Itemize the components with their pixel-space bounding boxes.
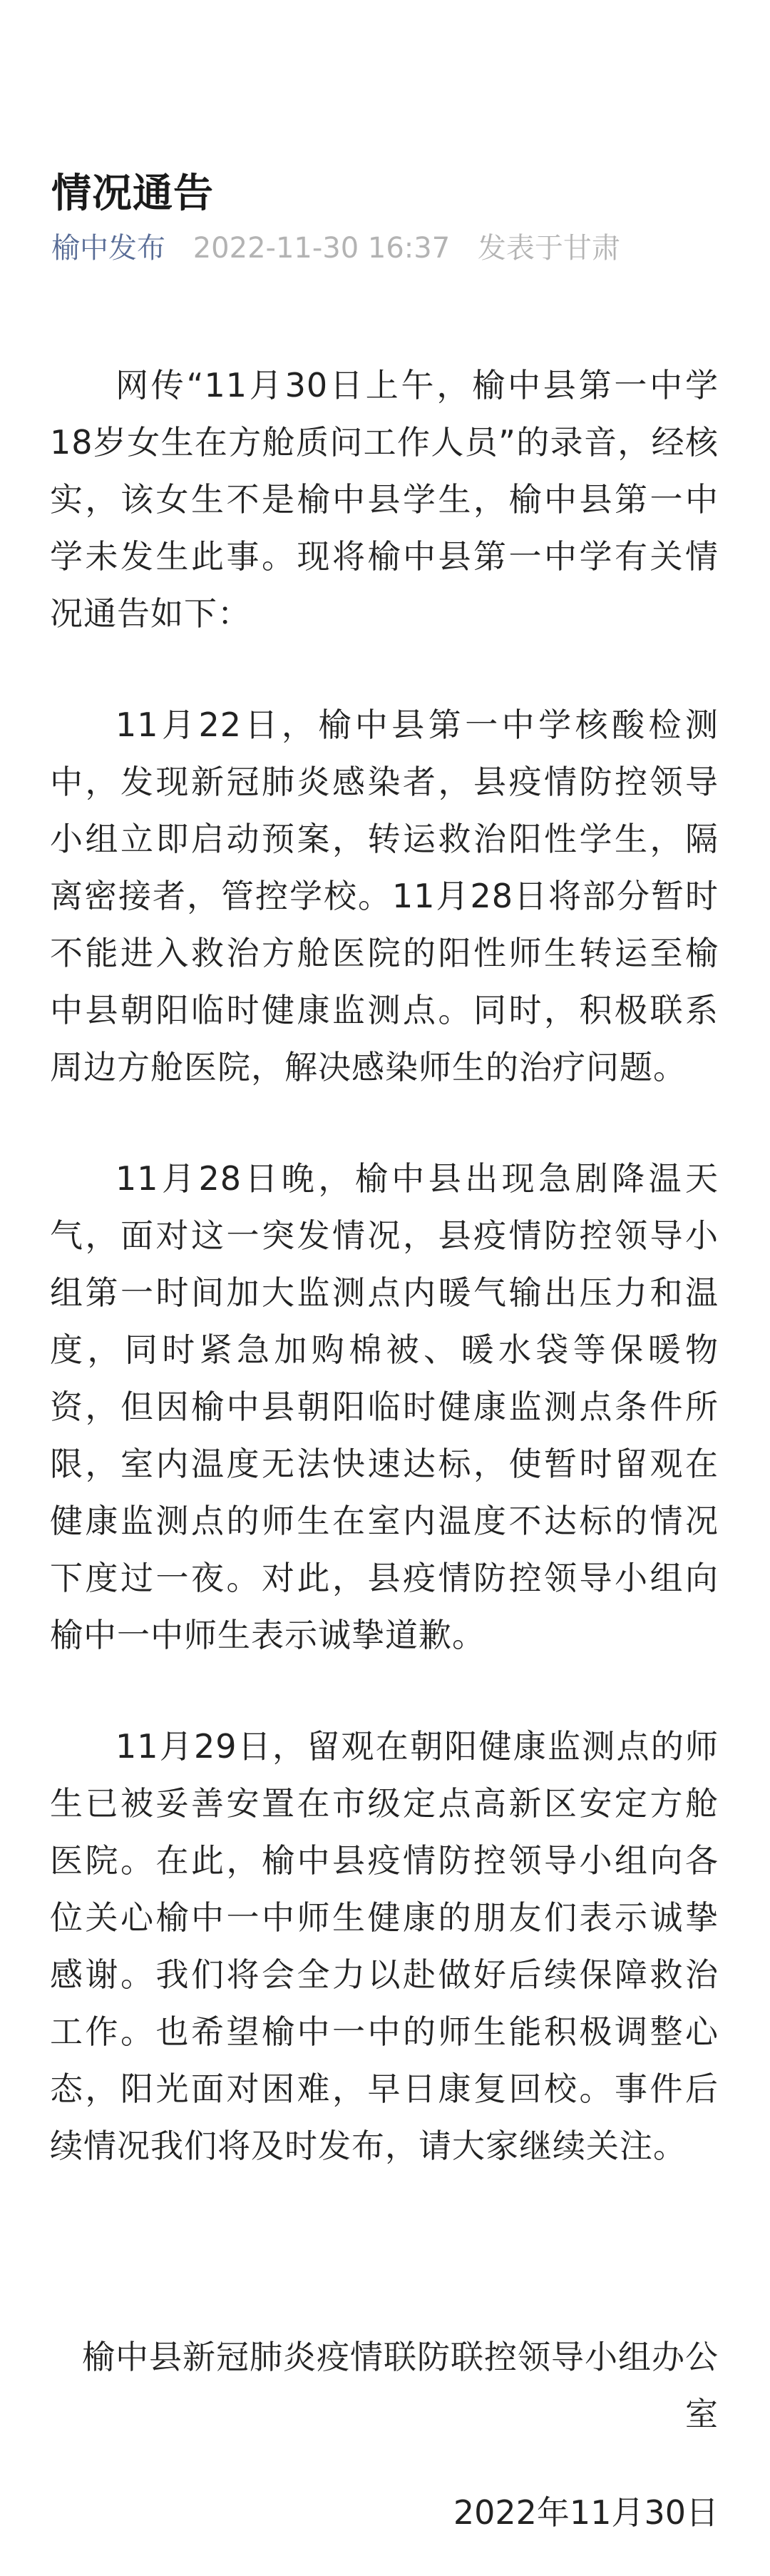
article-meta: [51, 228, 620, 268]
issuer-signature: 榆中县新冠肺炎疫情联防联控领导小组办公室: [82, 2338, 719, 2433]
article-title: 情况通告: [51, 170, 214, 217]
account-name-link[interactable]: 榆中发布: [51, 232, 165, 265]
issue-date: 2022年11月30日: [453, 2493, 719, 2532]
publish-time: 2022-11-30 16:37: [192, 232, 451, 265]
publish-location: 发表于甘肃: [477, 232, 620, 265]
body-paragraph-4: 11月29日，留观在朝阳健康监测点的师生已被妥善安置在市级定点高新区安定方舱医院。在此，榆中县疫情防控领导小组向各位关心榆中一中师生健康的朋友们表示诚挚感谢。我们将会全力以赴做好后续保障救治工作。也希望榆中一中的师生能积极调整心态，阳光面对困难，早日康复回校。事件后续情况我们将及时发布，请大家继续关注。: [50, 1727, 719, 2165]
body-paragraph-3: 11月28日晚，榆中县出现急剧降温天气，面对这一突发情况，县疫情防控领导小组第一时间加大监测点内暖气输出压力和温度，同时紧急加购棉被、暖水袋等保暖物资，但因榆中县朝阳临时健康监测点条件所限，室内温度无法快速达标，使暂时留观在健康监测点的师生在室内温度不达标的情况下度过一夜。对此，县疫情防控领导小组向榆中一中师生表示诚挚道歉。: [50, 1159, 719, 1654]
body-paragraph-1: 网传“11月30日上午，榆中县第一中学18岁女生在方舱质问工作人员”的录音，经核实，该女生不是榆中县学生，榆中县第一中学未发生此事。现将榆中县第一中学有关情况通告如下：: [50, 366, 719, 633]
article-body: [50, 357, 719, 2229]
body-paragraph-2: 11月22日，榆中县第一中学核酸检测中，发现新冠肺炎感染者，县疫情防控领导小组立即启动预案，转运救治阳性学生，隔离密接者，管控学校。11月28日将部分暂时不能进入救治方舱医院的阳性师生转运至榆中县朝阳临时健康监测点。同时，积极联系周边方舱医院，解决感染师生的治疗问题。: [50, 706, 719, 1086]
